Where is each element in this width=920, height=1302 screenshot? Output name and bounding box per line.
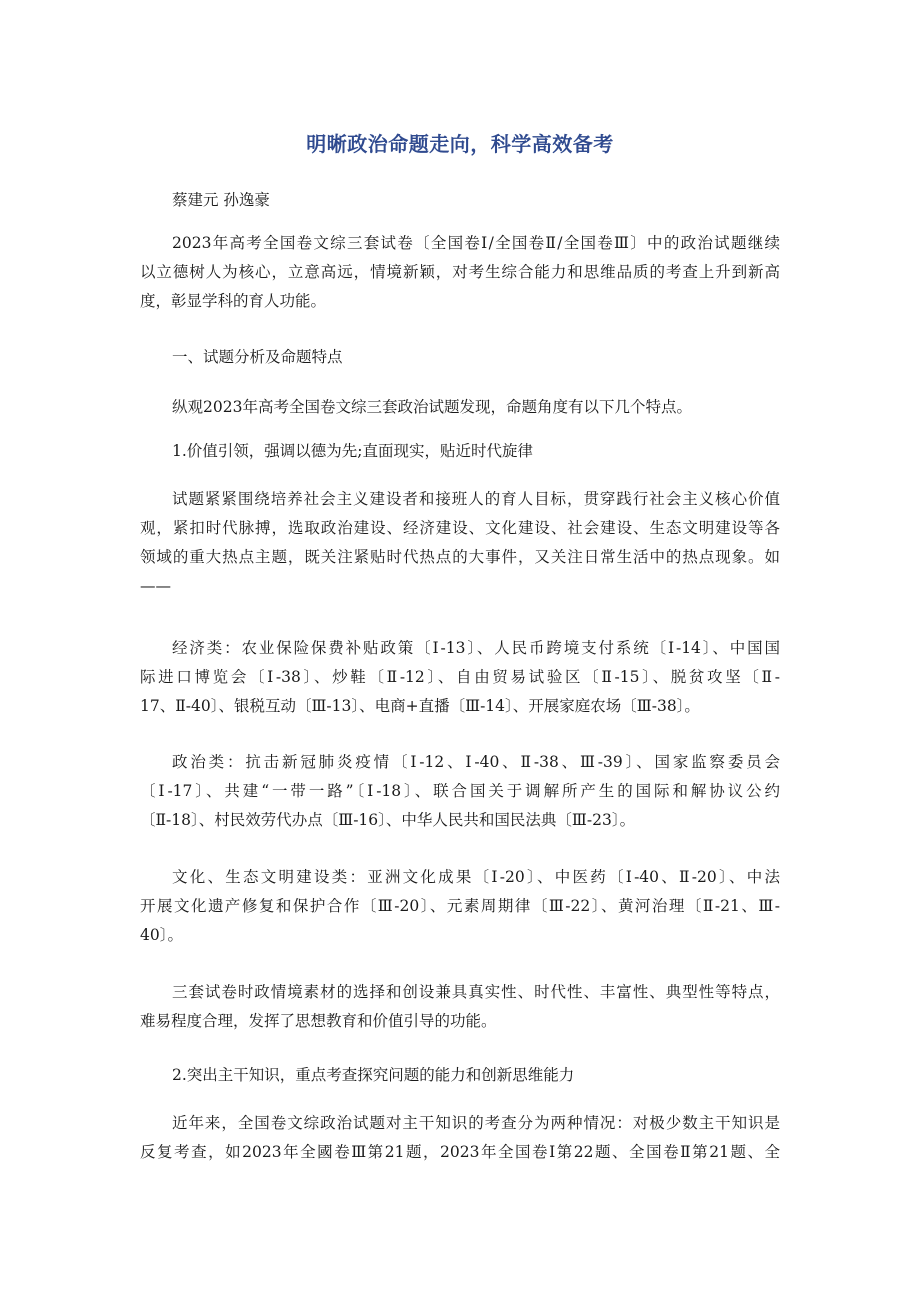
paragraph-intro: [140, 229, 780, 316]
page-title: 明晰政治命题走向，科学高效备考: [306, 132, 614, 156]
paragraph-politics: [140, 748, 780, 835]
text-line: 1.价值引领，强调以德为先;直面现实，贴近时代旋律: [172, 442, 534, 460]
text-line: 三套试卷时政情境素材的选择和创设兼具真实性、时代性、丰富性、典型性等特点，: [172, 983, 780, 1001]
text-line: 纵观2023年高考全国卷文综三套政治试题发现，命题角度有以下几个特点。: [172, 398, 692, 416]
text-line: 文化、生态文明建设类：亚洲文化成果〔Ⅰ-20〕、中医药〔Ⅰ-40、Ⅱ-20〕、中法: [172, 868, 780, 886]
authors: [140, 186, 780, 215]
text-line: 反复考查，如2023年全國卷Ⅲ第21题，2023年全国卷Ⅰ第22题、全国卷Ⅱ第21题、全: [140, 1143, 780, 1161]
text-line: 以立德树人为核心，立意高远，情境新颖，对考生综合能力和思维品质的考查上升到新高: [140, 263, 780, 281]
paragraph-point1: [140, 485, 780, 601]
paragraph-point2: [140, 1109, 780, 1167]
point-heading: [140, 437, 780, 466]
text-line: 际进口博览会〔Ⅰ-38〕、炒鞋〔Ⅱ-12〕、自由贸易试验区〔Ⅱ-15〕、脱贫攻坚〔Ⅱ-: [140, 668, 780, 686]
text-line: 40〕。: [140, 926, 183, 944]
paragraph-summary: [140, 978, 780, 1036]
authors-line: 蔡建元 孙逸豪: [172, 191, 270, 209]
text-line: 开展文化遗产修复和保护合作〔Ⅲ-20〕、元素周期律〔Ⅲ-22〕、黄河治理〔Ⅱ-21、Ⅲ-: [140, 897, 780, 915]
text-line: ——: [140, 577, 171, 595]
text-line: 试题紧紧围绕培养社会主义建设者和接班人的育人目标，贯穿践行社会主义核心价值: [172, 490, 780, 508]
point-heading: [140, 1061, 780, 1090]
text-line: 领域的重大热点主题，既关注紧贴时代热点的大事件，又关注日常生活中的热点现象。如: [140, 548, 780, 566]
paragraph-culture: [140, 863, 780, 950]
text-line: 政治类：抗击新冠肺炎疫情〔Ⅰ-12、Ⅰ-40、Ⅱ-38、Ⅲ-39〕、国家监察委员会: [172, 753, 780, 771]
text-line: 观，紧扣时代脉搏，选取政治建设、经济建设、文化建设、社会建设、生态文明建设等各: [140, 519, 780, 537]
text-line: 17、Ⅱ-40〕、银税互动〔Ⅲ-13〕、电商+直播〔Ⅲ-14〕、开展家庭农场〔Ⅲ-38〕。: [140, 697, 700, 715]
text-line: 难易程度合理，发挥了思想教育和价值引导的功能。: [140, 1012, 497, 1030]
text-line: 2023年高考全国卷文综三套试卷〔全国卷Ⅰ/全国卷Ⅱ/全国卷Ⅲ〕中的政治试题继续: [172, 234, 780, 252]
text-line: 2.突出主干知识，重点考查探究问题的能力和创新思维能力: [172, 1066, 575, 1084]
text-line: 一、试题分析及命题特点: [172, 348, 343, 366]
text-line: 近年来，全国卷文综政治试题对主干知识的考查分为两种情况：对极少数主干知识是: [172, 1114, 780, 1132]
text-line: 〔Ⅰ-17〕、共建“一带一路”〔Ⅰ-18〕、联合国关于调解所产生的国际和解协议公约: [140, 782, 780, 800]
text-line: 度，彰显学科的育人功能。: [140, 292, 327, 310]
text-line: 〔Ⅱ-18〕、村民效劳代办点〔Ⅲ-16〕、中华人民共和国民法典〔Ⅲ-23〕。: [140, 811, 636, 829]
paragraph-overview: [140, 393, 780, 422]
paragraph-economy: [140, 634, 780, 721]
section-heading: [140, 343, 780, 372]
text-line: 经济类：农业保险保费补贴政策〔Ⅰ-13〕、人民币跨境支付系统〔Ⅰ-14〕、中国国: [172, 639, 780, 657]
